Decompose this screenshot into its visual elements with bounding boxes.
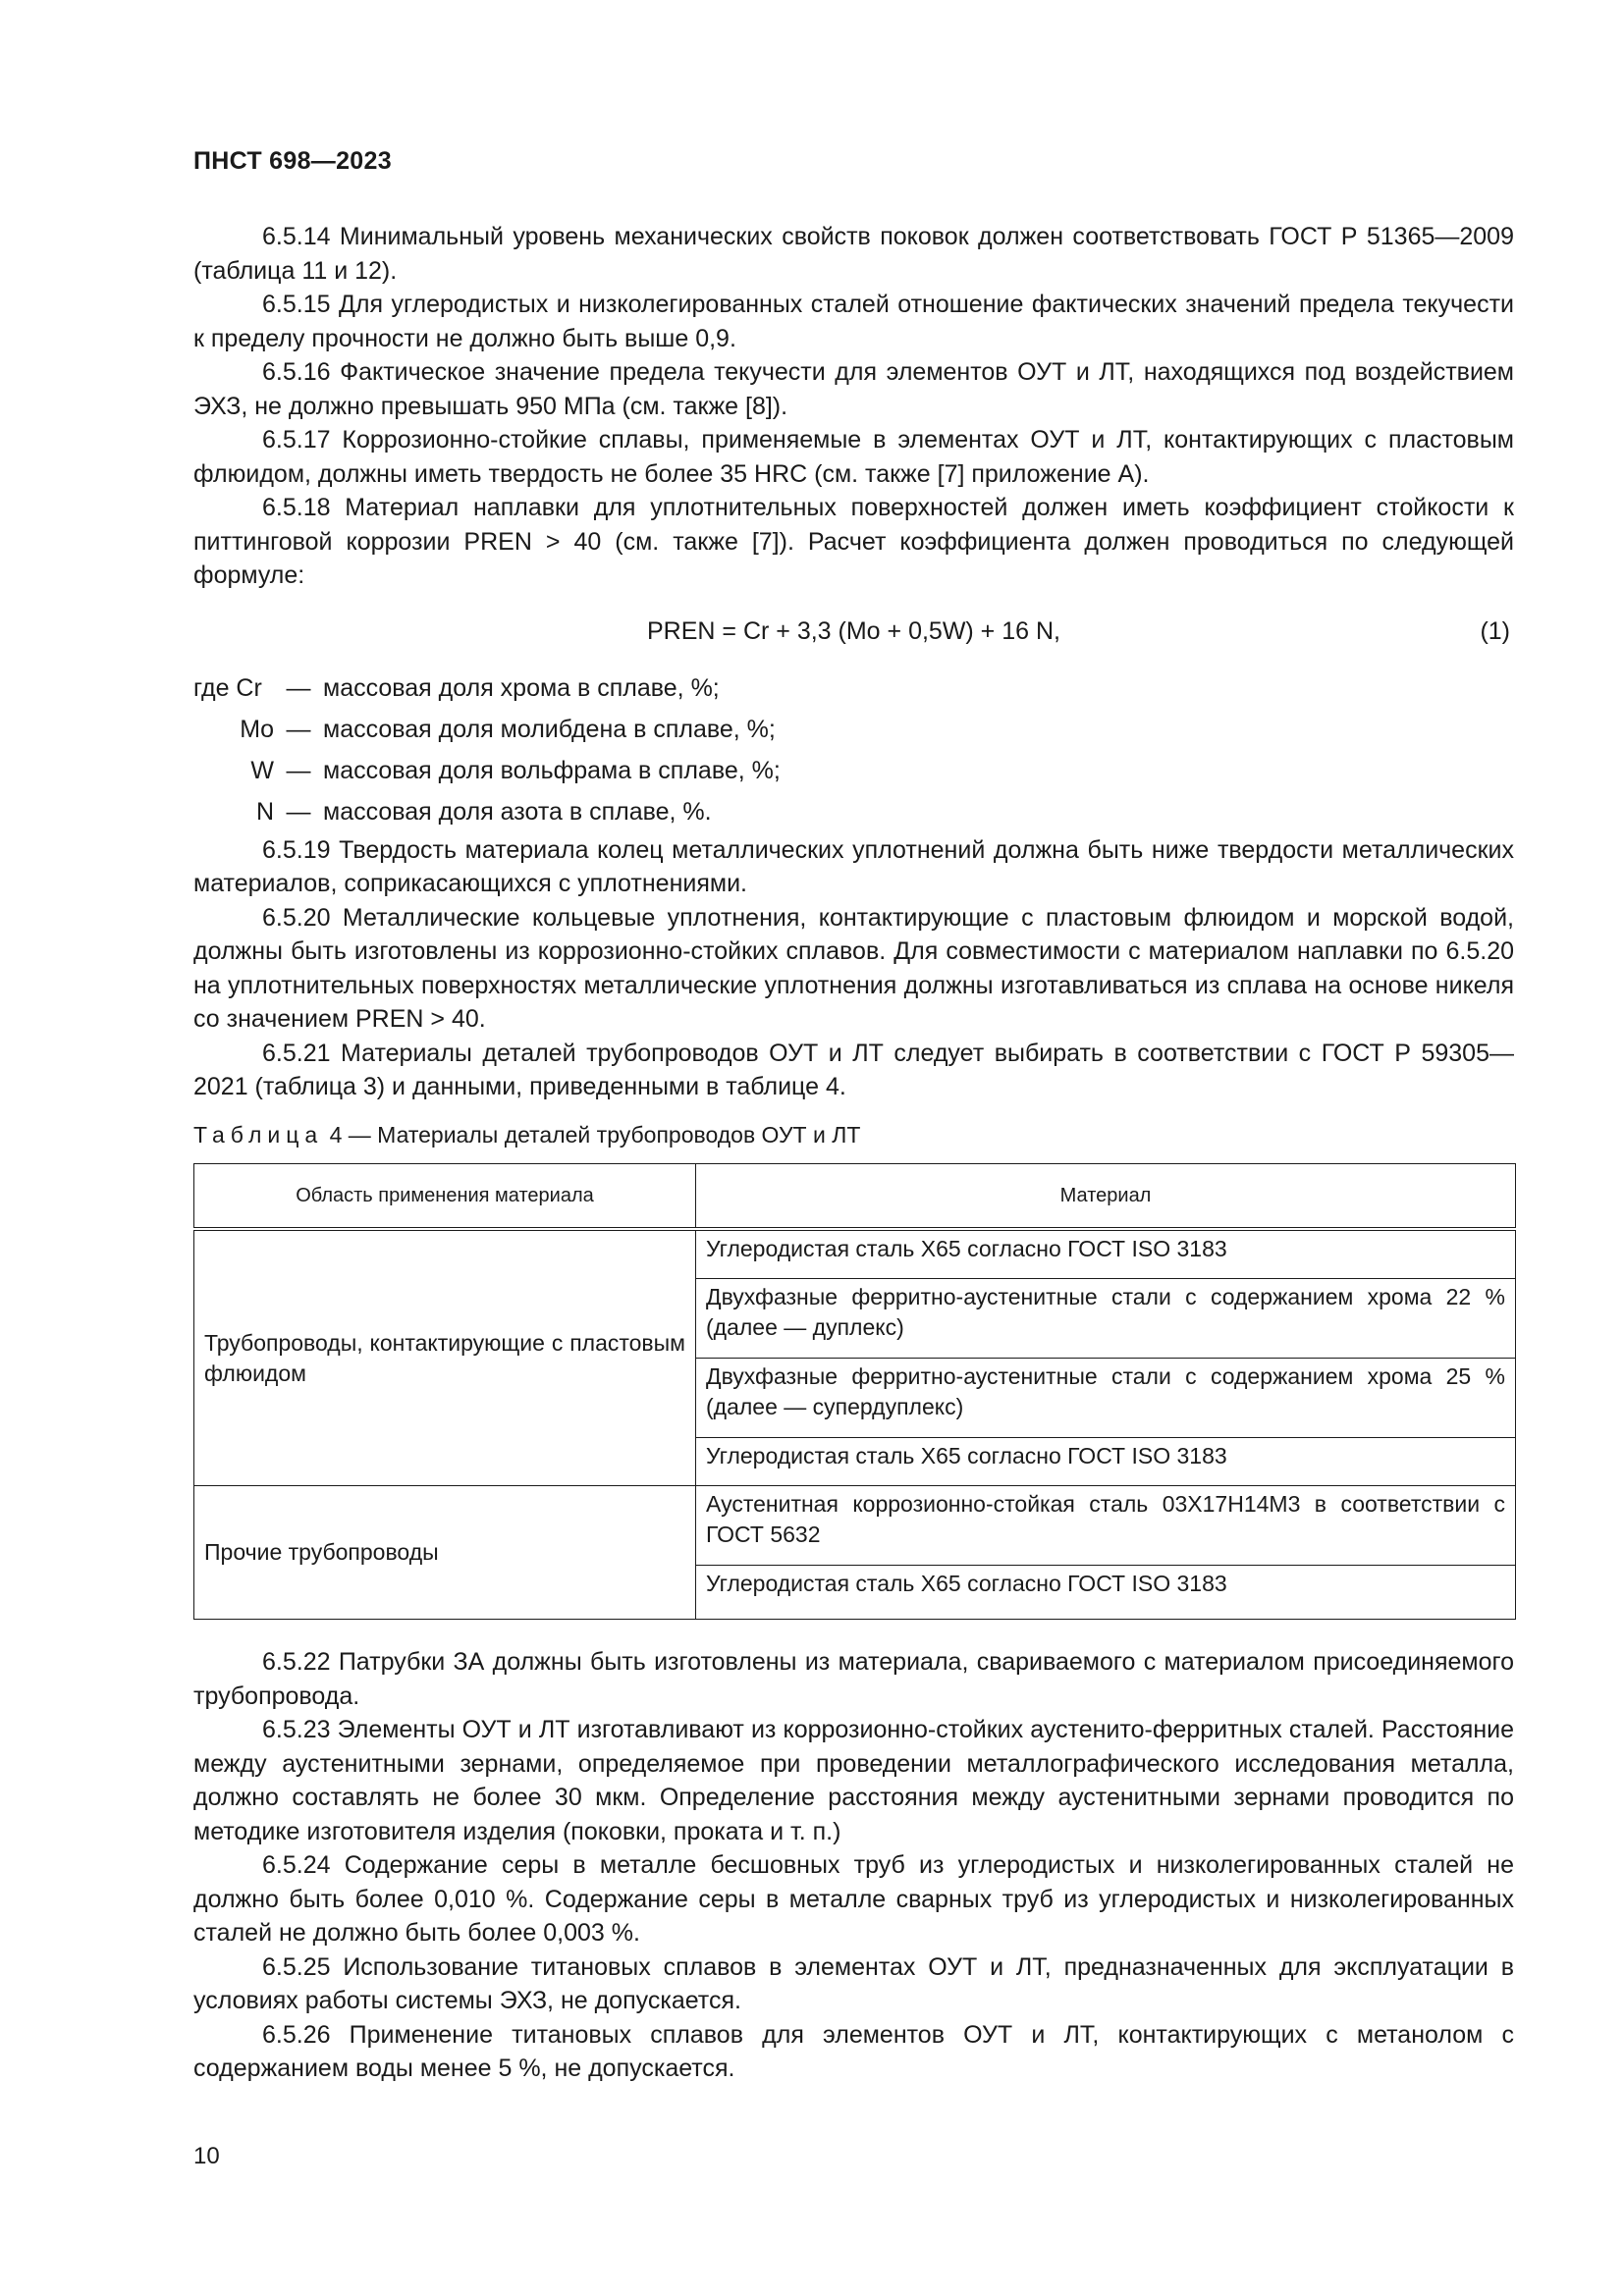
header-area: Область применения материала (194, 1164, 696, 1230)
table-caption-label: Таблица (193, 1121, 324, 1148)
legend-symbol: W (250, 757, 274, 784)
header-material: Материал (696, 1164, 1516, 1230)
document-id: ПНСТ 698—2023 (193, 147, 392, 175)
paragraph-6-5-20: 6.5.20 Металлические кольцевые уплотнения, контактирующие с пластовым флюидом и морской водой, должны быть изготовлены из коррозионно-стойких сплавов. Для совместимости с материалом наплавки по 6.5.20 на уплотнительных поверхностях металлические уплотнения должны изготавливаться из сплава на основе никеля со значением PREN > 40. (193, 903, 1514, 1033)
area-cell: Прочие трубопроводы (194, 1486, 696, 1620)
paragraph-6-5-19: 6.5.19 Твердость материала колец металлических уплотнений должна быть ниже твердости металлических материалов, соприкасающихся с уплотнениями. (193, 835, 1514, 897)
legend-description: массовая доля хрома в сплаве, %; (323, 674, 720, 702)
area-cell: Трубопроводы, контактирующие с пластовым флюидом (194, 1229, 696, 1486)
legend-row (193, 713, 1514, 754)
table-caption (193, 1118, 1514, 1152)
legend-dash: — (286, 757, 311, 784)
material-cell: Углеродистая сталь Х65 согласно ГОСТ ISO 3183 (696, 1566, 1516, 1620)
material-cell: Двухфазные ферритно-аустенитные стали с содержанием хрома 22 % (далее — дуплекс) (696, 1279, 1516, 1359)
legend-row (193, 795, 1514, 829)
legend-dash: — (286, 716, 311, 743)
legend-dash: — (286, 798, 311, 826)
material-cell: Аустенитная коррозионно-стойкая сталь 03Х17Н14М3 в соответствии с ГОСТ 5632 (696, 1486, 1516, 1566)
material-cell: Углеродистая сталь Х65 согласно ГОСТ ISO 3183 (696, 1229, 1516, 1279)
paragraph-6-5-18: 6.5.18 Материал наплавки для уплотнительных поверхностей должен иметь коэффициент стойкости к питтинговой коррозии PREN > 40 (см. также [7]). Расчет коэффициента должен проводиться по следующей формуле: (193, 494, 1514, 589)
page-number: 10 (193, 2143, 220, 2169)
formula-pren (193, 614, 1514, 649)
material-cell: Углеродистая сталь Х65 согласно ГОСТ ISO 3183 (696, 1438, 1516, 1486)
legend-description: массовая доля азота в сплаве, %. (323, 798, 712, 826)
paragraph-6-5-15: 6.5.15 Для углеродистых и низколегированных сталей отношение фактических значений предела текучести к пределу прочности не должно быть выше 0,9. (193, 291, 1514, 352)
paragraph-6-5-25: 6.5.25 Использование титановых сплавов в элементах ОУТ и ЛТ, предназначенных для эксплуатации в условиях работы системы ЭХЗ, не допускается. (193, 1952, 1514, 2014)
table-header-row (194, 1164, 1516, 1230)
table-row (194, 1486, 1516, 1566)
legend-symbol: Mo (240, 716, 274, 743)
paragraph-6-5-26: 6.5.26 Применение титановых сплавов для элементов ОУТ и ЛТ, контактирующих с метанолом с содержанием воды менее 5 %, не допускается. (193, 2020, 1514, 2082)
legend-symbol: N (255, 798, 274, 826)
paragraph-6-5-22: 6.5.22 Патрубки ЗА должны быть изготовлены из материала, свариваемого с материалом присоединяемого трубопровода. (193, 1648, 1514, 1710)
formula-legend (193, 671, 1514, 829)
page-content (193, 220, 1514, 2086)
paragraph-6-5-14: 6.5.14 Минимальный уровень механических свойств поковок должен соответствовать ГОСТ Р 51365—2009 (таблица 11 и 12). (193, 223, 1514, 285)
legend-symbol: где Cr (193, 674, 262, 702)
formula-expression: PREN = Cr + 3,3 (Mo + 0,5W) + 16 N, (647, 616, 1060, 645)
legend-row (193, 671, 1514, 713)
legend-description: массовая доля молибдена в сплаве, %; (323, 716, 776, 743)
paragraph-6-5-23: 6.5.23 Элементы ОУТ и ЛТ изготавливают из коррозионно-стойких аустенито-ферритных сталей. Расстояние между аустенитными зернами, определяемое при проведении металлографического исследования металла, должно составлять не более 30 мкм. Определение расстояния между аустенитными зернами проводится по методике изготовителя изделия (поковки, проката и т. п.) (193, 1716, 1514, 1845)
paragraph-6-5-17: 6.5.17 Коррозионно-стойкие сплавы, применяемые в элементах ОУТ и ЛТ, контактирующих с пластовым флюидом, должны иметь твердость не более 35 HRC (см. также [7] приложение А). (193, 426, 1514, 488)
formula-number: (1) (1480, 616, 1510, 645)
legend-dash: — (286, 674, 311, 702)
table-row (194, 1229, 1516, 1279)
legend-row (193, 754, 1514, 795)
legend-description: массовая доля вольфрама в сплаве, %; (323, 757, 781, 784)
materials-table (193, 1163, 1516, 1620)
material-cell: Двухфазные ферритно-аустенитные стали с содержанием хрома 25 % (далее — супердуплекс) (696, 1359, 1516, 1438)
paragraph-6-5-21: 6.5.21 Материалы деталей трубопроводов ОУТ и ЛТ следует выбирать в соответствии с ГОСТ Р 59305—2021 (таблица 3) и данными, приведенными в таблице 4. (193, 1039, 1514, 1100)
paragraph-6-5-24: 6.5.24 Содержание серы в металле бесшовных труб из углеродистых и низколегированных сталей не должно быть более 0,010 %. Содержание серы в металле сварных труб из углеродистых и низколегированных сталей не должно быть более 0,003 %. (193, 1851, 1514, 1947)
table-caption-text: 4 — Материалы деталей трубопроводов ОУТ и ЛТ (329, 1121, 861, 1148)
paragraph-6-5-16: 6.5.16 Фактическое значение предела текучести для элементов ОУТ и ЛТ, находящихся под воздействием ЭХЗ, не должно превышать 950 МПа (см. также [8]). (193, 358, 1514, 420)
